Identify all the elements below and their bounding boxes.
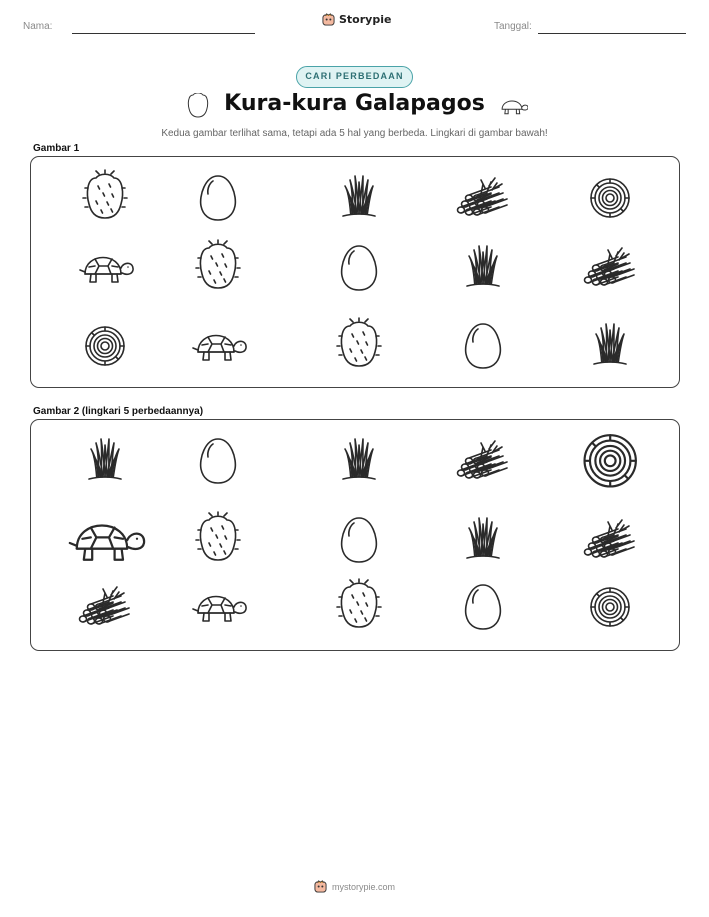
storypie-logo-icon [314, 880, 327, 893]
tortoise-icon[interactable] [60, 501, 150, 579]
sugarcane-bundle-icon [578, 240, 642, 296]
footer-url: mystorypie.com [331, 881, 395, 892]
worksheet-header [0, 0, 709, 50]
footer [0, 880, 709, 893]
egg-icon[interactable] [451, 579, 515, 635]
egg-icon [451, 318, 515, 374]
page-title: Kura-kura Galapagos [224, 91, 485, 116]
brand-name: Storypie [339, 13, 392, 26]
cactus-icon [186, 240, 250, 296]
tree-ring-icon[interactable] [567, 423, 653, 499]
cactus-icon [73, 170, 137, 226]
tree-ring-icon [73, 318, 137, 374]
picture-1-label: Gambar 1 [33, 143, 80, 154]
category-badge: CARI PERBEDAAN [296, 66, 413, 88]
grass-icon[interactable] [451, 512, 515, 568]
grass-icon [578, 318, 642, 374]
grass-icon [327, 170, 391, 226]
cactus-icon[interactable] [327, 579, 391, 635]
picture-2-label: Gambar 2 (lingkari 5 perbedaannya) [33, 406, 204, 417]
name-line[interactable] [72, 33, 255, 34]
date-line[interactable] [538, 33, 686, 34]
tree-ring-icon [578, 170, 642, 226]
brand [322, 13, 391, 26]
sugarcane-bundle-icon[interactable] [73, 579, 137, 635]
tree-ring-icon[interactable] [578, 579, 642, 635]
tortoise-icon[interactable] [186, 579, 250, 635]
egg-icon [186, 170, 250, 226]
egg-icon[interactable] [186, 433, 250, 489]
grass-icon [451, 240, 515, 296]
instruction-text: Kedua gambar terlihat sama, tetapi ada 5 hal yang berbeda. Lingkari di gambar bawah! [161, 128, 548, 139]
grass-icon[interactable] [327, 433, 391, 489]
egg-icon [327, 240, 391, 296]
cactus-icon [327, 318, 391, 374]
grass-icon[interactable] [73, 433, 137, 489]
name-label: Nama: [23, 21, 53, 32]
date-label: Tanggal: [494, 21, 532, 32]
tortoise-icon [73, 240, 137, 296]
tortoise-icon [186, 318, 250, 374]
egg-icon[interactable] [327, 512, 391, 568]
cactus-icon[interactable] [186, 512, 250, 568]
tortoise-icon [496, 95, 528, 117]
sugarcane-bundle-icon[interactable] [451, 433, 515, 489]
storypie-logo-icon [322, 13, 335, 26]
sugarcane-bundle-icon[interactable] [578, 512, 642, 568]
sugarcane-bundle-icon [451, 170, 515, 226]
